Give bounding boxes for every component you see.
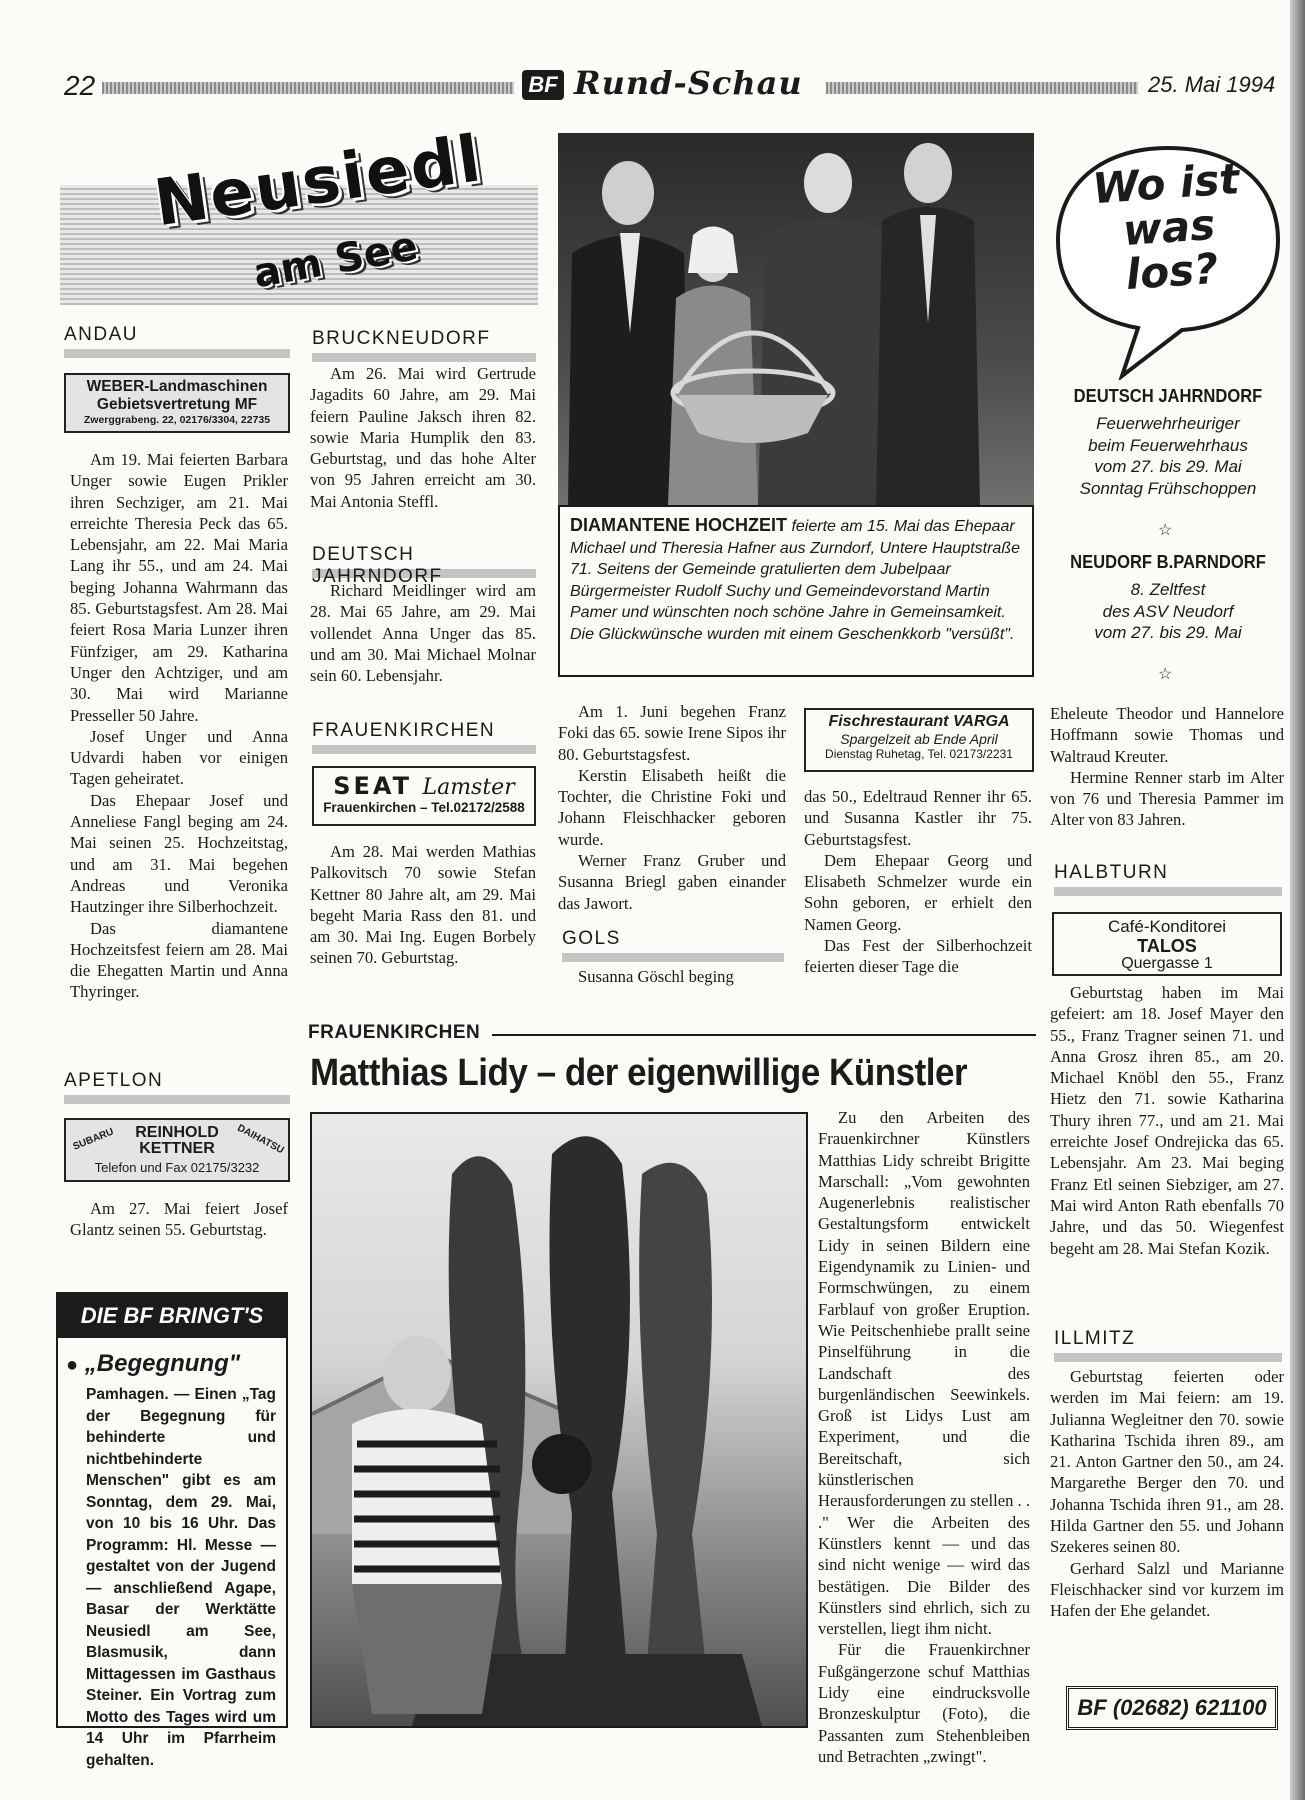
heading-illmitz: ILLMITZ <box>1054 1328 1282 1362</box>
region-title-line2: am See <box>250 223 422 298</box>
feature-text <box>818 1107 1030 1767</box>
heading-gols: GOLS <box>562 928 784 962</box>
region-title-line1: Neusiedl <box>150 122 487 242</box>
deutsch-jahrndorf-text <box>310 580 536 686</box>
illmitz-text <box>1050 1366 1284 1622</box>
masthead-rule-right <box>826 82 1138 94</box>
issue-date: 25. Mai 1994 <box>1148 72 1276 97</box>
paragraph: Das Fest der Silberhochzeit feierten dieser Tage die <box>804 936 1032 977</box>
event-line: des ASV Neudorf <box>1102 601 1234 621</box>
ad-kettner-name2: KETTNER <box>139 1140 215 1157</box>
ad-kettner-name1: REINHOLD <box>135 1124 219 1141</box>
paragraph: Am 19. Mai feierten Barbara Unger sowie Eugen Prikler ihren Sechziger, am 21. Mai erreichte Theresia Peck das 65. Lebensjahr, am 22. Mai Maria Lang ihr 55., und am 24. Mai beging Johanna Wahrmann das 85. Geburtstagsfest. Am 28. Mai feiert Rosa Maria Lunzer ihren Fünfziger, am 29. Katharina Unger den Achtziger, und am 30. Mai wird Marianne Presseller 50 Jahre. <box>70 450 288 725</box>
caption-bold: DIAMANTENE HOCHZEIT <box>570 515 787 535</box>
ad-weber <box>64 373 290 433</box>
wo-ist-was-los-title: Wo ist was los? <box>1090 154 1241 300</box>
bf-bringts-title: DIE BF BRINGT'S <box>58 1294 286 1338</box>
star-icon: ☆ <box>1158 522 1173 539</box>
heading-halbturn: HALBTURN <box>1054 862 1282 896</box>
logo-text: Rund-Schau <box>574 64 803 102</box>
page-number: 22 <box>64 70 96 101</box>
ad-kettner-left-brand: SUBARU <box>71 1126 116 1153</box>
halbturn-text <box>1050 982 1284 1259</box>
paragraph: Josef Unger und Anna Udvardi haben vor einigen Tagen geheiratet. <box>70 726 288 789</box>
heading-bruckneudorf: BRUCKNEUDORF <box>312 328 536 362</box>
paragraph: Am 1. Juni begehen Franz Foki das 65. sowie Irene Sipos ihr 80. Geburtstagsfest. <box>558 702 786 764</box>
ad-kettner-right-brand: DAIHATSU <box>235 1122 286 1157</box>
ad-weber-line2: Gebietsvertretung MF <box>96 396 258 413</box>
ad-talos <box>1052 912 1282 976</box>
masthead-rule-left <box>102 82 514 94</box>
paragraph: Richard Meidlinger wird am 28. Mai 65 Jahre, am 29. Mai vollendet Anna Unger das 85. und am 30. Mai Michael Molnar sein 60. Lebensjahr. <box>310 581 536 686</box>
paragraph: Für die Frauenkirchner Fußgängerzone schuf Matthias Lidy eine eindrucksvolle Bronzeskulptur (Foto), die Passanten zum Stehenbleiben und Betrachten „zwingt". <box>818 1640 1030 1766</box>
paragraph: Am 26. Mai wird Gertrude Jagadits 60 Jahre, am 29. Mai feiern Pauline Jaksch ihren 82. sowie Maria Humplik den 83. Geburtstag, und das hohe Alter von 95 Jahren erreicht am 30. Mai Antonia Steffl. <box>310 364 536 511</box>
paragraph: Susanna Göschl beging <box>578 967 734 986</box>
photo-sculpture <box>310 1112 808 1728</box>
caption-text: feierte am 15. Mai das Ehepaar Michael und Theresia Hafner aus Zurndorf, Untere Hauptstraße 71. Seitens der Gemeinde gratulierten dem Jubelpaar Bürgermeister Rudolf Suchy und Gemeindevorstand Martin Pamer und wünschten noch schöne Jahre in Gemeinsamkeit. Die Glückwünsche wurden mit einem Geschenkkorb "versüßt". <box>570 518 1020 643</box>
paragraph: Dem Ehepaar Georg und Elisabeth Schmelzer wurde ein Sohn geboren, er erhielt den Namen Georg. <box>804 850 1032 934</box>
bf-bringts-box <box>56 1292 288 1769</box>
event-1 <box>1050 386 1286 499</box>
paragraph: Gerhard Salzl und Marianne Fleischhacker sind vor kurzem im Hafen der Ehe gelandet. <box>1050 1558 1284 1621</box>
event-line: vom 27. bis 29. Mai <box>1094 457 1242 476</box>
star-icon: ☆ <box>1158 666 1173 683</box>
bf-bringts-subhead-text: „Begegnung" <box>84 1350 241 1377</box>
ad-varga <box>804 708 1034 772</box>
mid-column-text <box>558 701 786 914</box>
feature-kicker-rule <box>492 1034 1036 1036</box>
masthead-logo <box>522 64 818 104</box>
heading-deutsch-jahrndorf: DEUTSCH JAHRNDORF <box>312 544 536 578</box>
ad-seat-brand: SEAT <box>333 772 413 800</box>
paragraph: Am 28. Mai werden Mathias Palkovitsch 70 sowie Stefan Kettner 80 Jahre alt, am 29. Mai begeht Maria Rass den 81. und am 30. Mai Ing. Eugen Borbely seinen 70. Geburtstag. <box>310 842 536 968</box>
paragraph: Kerstin Elisabeth heißt die Tochter, die Christine Foki und Johann Fleischhacker geboren wurde. <box>558 765 786 849</box>
heading-apetlon: APETLON <box>64 1070 290 1104</box>
heading-andau: ANDAU <box>64 324 290 358</box>
ad-varga-line1: Fischrestaurant VARGA <box>828 713 1010 730</box>
event-line: 8. Zeltfest <box>1130 580 1206 599</box>
right-mid-column-text <box>804 786 1032 978</box>
paragraph: Geburtstag feierten oder werden im Mai feiern: am 19. Julianna Wegleitner den 70. sowie Katharina Tschida ihren 89., am 21. Anton Gartner den 50., am 24. Margarethe Berger den 70. und Johanna Tschida ihren 91., am 28. Hilda Gartner den 55. und Johann Szekeres seinen 80. <box>1050 1367 1284 1557</box>
paragraph: Geburtstag haben im Mai gefeiert: am 18. Josef Mayer den 55., Franz Tragner seinen 71. und Anna Grosz ihren 85., am 20. Michael Knöbl den 55., Franz Hietz den 71. sowie Katharina Thury ihren 77., und am 21. Mai erreichte Josef Ondrejicka das 65. Lebensjahr. Am 23. Mai beging Franz Etl seinen Siebziger, am 27. Mai wird Anton Rath ebenfalls 70 Jahre, und das 50. Wiegenfest begeht am 28. Mai Stefan Kozik. <box>1050 983 1284 1258</box>
bullet-icon: ● <box>66 1354 79 1376</box>
apetlon-text <box>70 1198 288 1241</box>
gols-text <box>558 966 786 987</box>
ad-kettner <box>64 1118 290 1182</box>
bf-phone-text: BF (02682) 621100 <box>1077 1695 1267 1720</box>
bruckneudorf-text <box>310 363 536 512</box>
bf-bringts-subhead <box>66 1350 286 1378</box>
event-place: DEUTSCH JAHRNDORF <box>1073 386 1263 406</box>
photo-diamond-wedding-figures <box>558 133 1034 505</box>
bf-phone-box <box>1066 1686 1278 1730</box>
ad-seat-contact: Frauenkirchen – Tel.02172/2588 <box>323 800 525 815</box>
logo-badge: BF <box>522 70 564 100</box>
caption-diamond-wedding <box>558 505 1034 677</box>
paragraph: Am 27. Mai feiert Josef Glantz seinen 55. Geburtstag. <box>70 1199 288 1240</box>
paragraph: Hermine Renner starb im Alter von 76 und Theresia Pammer im Alter von 83 Jahren. <box>1050 767 1284 830</box>
ad-weber-line3: Zwerggrabeng. 22, 02176/3304, 22735 <box>83 414 271 426</box>
paragraph: Eheleute Theodor und Hannelore Hoffmann sowie Thomas und Waltraud Kreuter. <box>1050 704 1284 766</box>
event-2 <box>1050 552 1286 644</box>
bf-bringts-text: Pamhagen. — Einen „Tag der Begegnung für behinderte und nichtbehinderte Menschen" gibt es am Sonntag, dem 29. Mai, von 10 bis 16 Uhr. Das Programm: Hl. Messe — gestaltet von der Jugend — anschließend Agape, Basar der Werktätte Neusiedl am See, Blasmusik, dann Mittagessen im Gasthaus Steiner. Ein Vortrag zum Motto des Tages wird um 14 Uhr im Pfarrheim gehalten. <box>86 1386 276 1769</box>
paragraph: Das Ehepaar Josef und Anneliese Fangl beging am 24. Mai seinen 25. Hochzeitstag, und am 31. Mai begehen Andreas und Veronika Hautzinger ihre Silberhochzeit. <box>70 790 288 917</box>
event-line: Sonntag Frühschoppen <box>1079 478 1257 498</box>
andau-text <box>70 449 288 1003</box>
paragraph: Das diamantene Hochzeitsfest feiern am 28. Mai die Ehegatten Martin und Anna Thyringer. <box>70 918 288 1002</box>
event-line: vom 27. bis 29. Mai <box>1094 623 1242 642</box>
ad-talos-line1: Café-Konditorei <box>1107 917 1227 936</box>
ad-varga-line3: Dienstag Ruhetag, Tel. 02173/2231 <box>825 747 1013 761</box>
paragraph: Werner Franz Gruber und Susanna Briegl gaben einander das Jawort. <box>558 851 786 913</box>
ad-varga-line2: Spargelzeit ab Ende April <box>840 731 998 747</box>
feature-headline: Matthias Lidy – der eigenwillige Künstler <box>310 1052 968 1094</box>
heading-frauenkirchen: FRAUENKIRCHEN <box>312 720 536 754</box>
event-line: beim Feuerwehrhaus <box>1088 435 1248 455</box>
ad-weber-line1: WEBER-Landmaschinen <box>86 378 268 395</box>
page-edge <box>1290 0 1305 1800</box>
ad-seat-name: Lamster <box>422 775 515 800</box>
paragraph: das 50., Edeltraud Renner ihr 65. und Susanna Kastler ihr 75. Geburtstagsfest. <box>804 787 1032 849</box>
event-line: Feuerwehrheuriger <box>1096 414 1240 433</box>
photo-diamond-wedding <box>558 133 1034 505</box>
ad-talos-line3: Quergasse 1 <box>1121 955 1213 972</box>
feature-kicker: FRAUENKIRCHEN <box>308 1022 481 1043</box>
ad-talos-line2: TALOS <box>1137 936 1197 956</box>
col4-top-text <box>1050 703 1284 831</box>
ad-kettner-contact: Telefon und Fax 02175/3232 <box>94 1160 260 1175</box>
event-place: NEUDORF B.PARNDORF <box>1070 552 1266 572</box>
ad-seat-lamster <box>312 766 536 826</box>
frauenkirchen-text <box>310 841 536 969</box>
wo-ist-was-los-bubble <box>1052 140 1284 380</box>
photo-sculpture-scene <box>312 1114 806 1726</box>
paragraph: Zu den Arbeiten des Frauenkirchner Künstlers Matthias Lidy schreibt Brigitte Marschall: „Vom gewohnten Augenerlebnis realistischer Gestaltungsform entwickelt Lidy in seinen Bildern eine Eigendynamik zu Linien- und Formschwüngen, zu einem Farblauf von großer Eruption. Wie Peitschenhiebe prallt seine Pinselführung in die Landschaft des burgenländischen Seewinkels. Groß ist Lidys Lust am Experiment, und die Bereitschaft, sich künstlerischen Herausforderungen zu stellen . . ." Wer die Arbeiten des Künstlers kennt — und das sind nicht wenige — wird das bestätigen. Die Bilder des Künstlers sind ehrlich, sich zu verstellen, liegt ihm nicht. <box>818 1108 1030 1639</box>
ad-seat-logo-row <box>314 772 534 800</box>
